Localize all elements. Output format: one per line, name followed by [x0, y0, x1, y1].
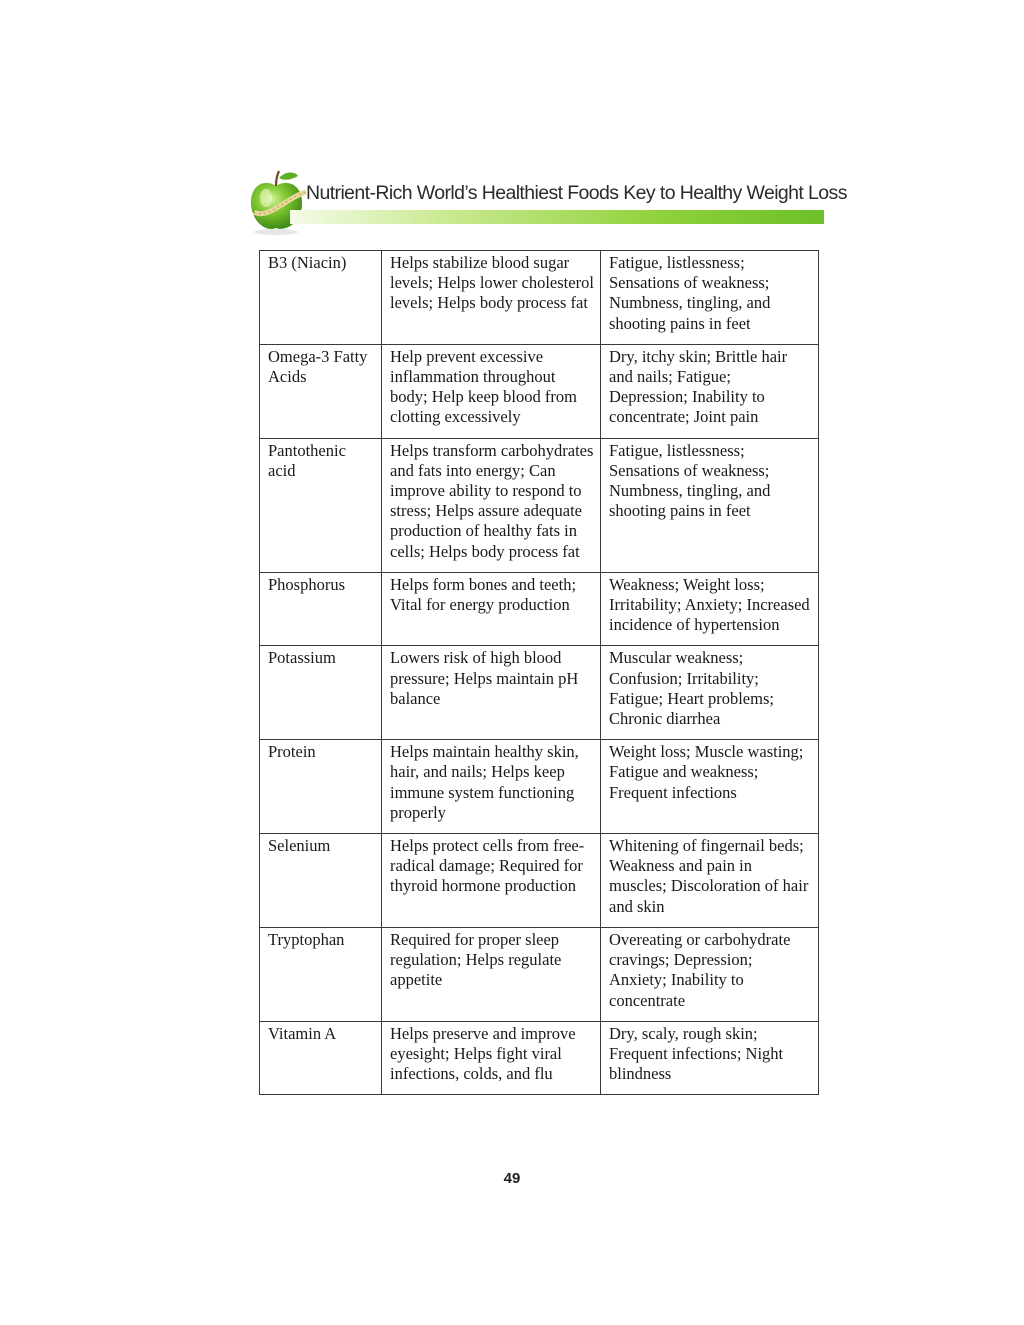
nutrient-name: Selenium — [260, 834, 382, 928]
table-row — [260, 1021, 819, 1095]
nutrient-benefit: Help prevent excessive inflammation throughout body; Help keep blood from clotting excessively — [382, 344, 601, 438]
table-row — [260, 344, 819, 438]
deficiency-symptoms: Fatigue, listlessness; Sensations of weakness; Numbness, tingling, and shooting pains in feet — [601, 438, 819, 572]
nutrient-benefit: Helps stabilize blood sugar levels; Helps lower cholesterol levels; Helps body process fat — [382, 251, 601, 345]
table-row — [260, 646, 819, 740]
nutrient-name: Potassium — [260, 646, 382, 740]
nutrient-name: Vitamin A — [260, 1021, 382, 1095]
table-row — [260, 251, 819, 345]
nutrient-table — [259, 250, 819, 1095]
deficiency-symptoms: Whitening of fingernail beds; Weakness and pain in muscles; Discoloration of hair and skin — [601, 834, 819, 928]
nutrient-name: Tryptophan — [260, 927, 382, 1021]
header-accent-bar — [290, 210, 824, 224]
table-row — [260, 834, 819, 928]
page-header — [246, 168, 847, 240]
running-header-title: Nutrient-Rich World’s Healthiest Foods Key to Healthy Weight Loss — [306, 182, 847, 204]
deficiency-symptoms: Weakness; Weight loss; Irritability; Anxiety; Increased incidence of hypertension — [601, 572, 819, 646]
nutrient-name: B3 (Niacin) — [260, 251, 382, 345]
nutrient-benefit: Helps maintain healthy skin, hair, and nails; Helps keep immune system functioning properly — [382, 740, 601, 834]
table-row — [260, 740, 819, 834]
deficiency-symptoms: Dry, itchy skin; Brittle hair and nails; Fatigue; Depression; Inability to concentrate; Joint pain — [601, 344, 819, 438]
table-row — [260, 572, 819, 646]
page-number: 49 — [503, 1170, 521, 1187]
nutrient-benefit: Helps preserve and improve eyesight; Helps fight viral infections, colds, and flu — [382, 1021, 601, 1095]
nutrient-name: Omega-3 Fatty Acids — [260, 344, 382, 438]
table-row — [260, 927, 819, 1021]
deficiency-symptoms: Dry, scaly, rough skin; Frequent infections; Night blindness — [601, 1021, 819, 1095]
deficiency-symptoms: Muscular weakness; Confusion; Irritability; Fatigue; Heart problems; Chronic diarrhea — [601, 646, 819, 740]
nutrient-name: Phosphorus — [260, 572, 382, 646]
deficiency-symptoms: Overeating or carbohydrate cravings; Depression; Anxiety; Inability to concentrate — [601, 927, 819, 1021]
deficiency-symptoms: Fatigue, listlessness; Sensations of weakness; Numbness, tingling, and shooting pains in feet — [601, 251, 819, 345]
nutrient-name: Pantothenic acid — [260, 438, 382, 572]
green-apple-measuring-tape-icon — [246, 168, 312, 236]
nutrient-benefit: Helps protect cells from free-radical damage; Required for thyroid hormone production — [382, 834, 601, 928]
deficiency-symptoms: Weight loss; Muscle wasting; Fatigue and weakness; Frequent infections — [601, 740, 819, 834]
nutrient-name: Protein — [260, 740, 382, 834]
table-row — [260, 438, 819, 572]
nutrient-benefit: Helps form bones and teeth; Vital for energy production — [382, 572, 601, 646]
nutrient-benefit: Lowers risk of high blood pressure; Helps maintain pH balance — [382, 646, 601, 740]
nutrient-benefit: Required for proper sleep regulation; Helps regulate appetite — [382, 927, 601, 1021]
nutrient-benefit: Helps transform carbohydrates and fats into energy; Can improve ability to respond to stress; Helps assure adequate production of healthy fats in cells; Helps body process fat — [382, 438, 601, 572]
